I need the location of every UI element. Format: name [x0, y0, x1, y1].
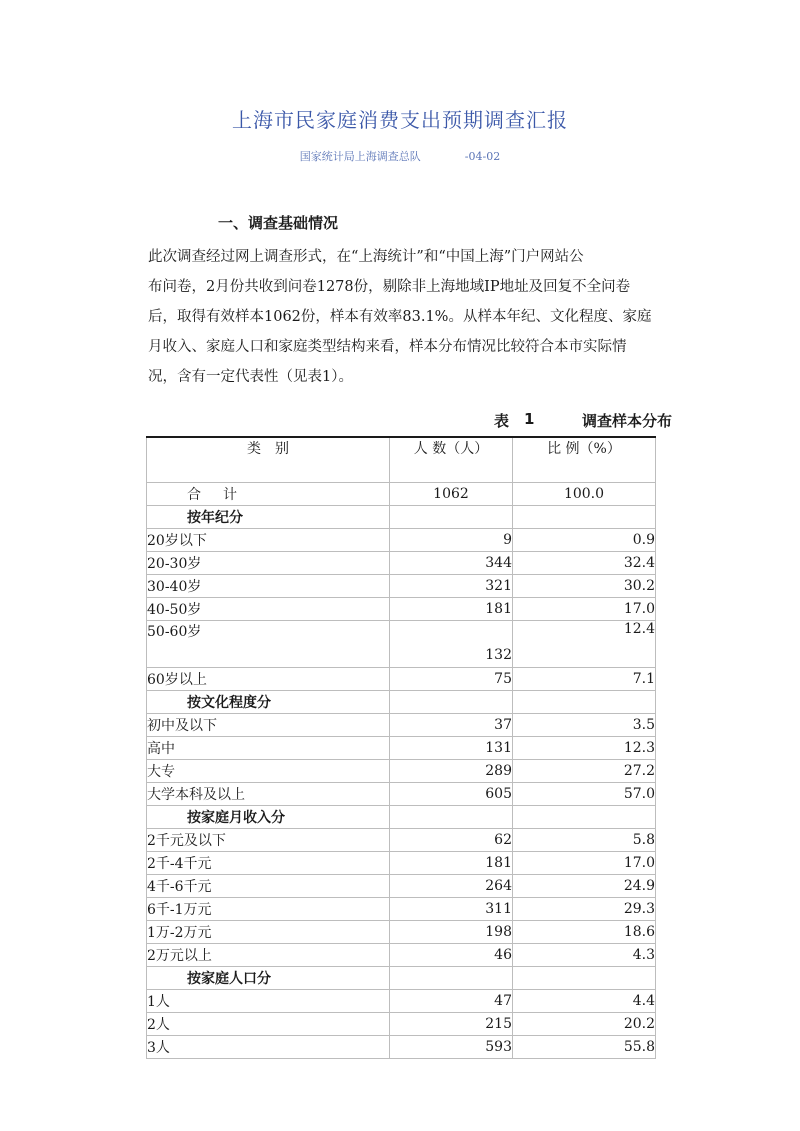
- row-label: 初中及以下: [147, 714, 390, 737]
- total-row: [147, 483, 656, 506]
- row-count: 46: [390, 944, 513, 967]
- table-row: [147, 529, 656, 552]
- group-label: 按家庭月收入分: [147, 806, 390, 829]
- row-count: 344: [390, 552, 513, 575]
- document-date: -04-02: [464, 150, 501, 163]
- row-percent: 30.2: [513, 575, 656, 598]
- paragraph-line: 布问卷，2月份共收到问卷1278份，剔除非上海地域IP地址及回复不全问卷: [148, 279, 631, 295]
- row-percent: 3.5: [513, 714, 656, 737]
- row-label: 1人: [147, 990, 390, 1013]
- row-percent: 17.0: [513, 598, 656, 621]
- paragraph-line: 月收入、家庭人口和家庭类型结构来看，样本分布情况比较符合本市实际情: [148, 339, 627, 355]
- row-percent: 17.0: [513, 852, 656, 875]
- table-row: [147, 575, 656, 598]
- total-percent: 100.0: [513, 483, 656, 506]
- row-label: 2千元及以下: [147, 829, 390, 852]
- table-row: [147, 552, 656, 575]
- group-label: 按家庭人口分: [147, 967, 390, 990]
- header-count: 人 数（人）: [390, 437, 513, 483]
- table-caption-number: 1: [524, 410, 535, 428]
- row-percent: 5.8: [513, 829, 656, 852]
- table-row: [147, 1036, 656, 1059]
- group-row: [147, 506, 656, 529]
- row-percent: 12.3: [513, 737, 656, 760]
- row-count: 311: [390, 898, 513, 921]
- row-percent: 29.3: [513, 898, 656, 921]
- row-percent: 24.9: [513, 875, 656, 898]
- row-count: 181: [390, 852, 513, 875]
- row-count: 289: [390, 760, 513, 783]
- row-count: 75: [390, 668, 513, 691]
- table-header-row: [147, 437, 656, 483]
- row-label: 高中: [147, 737, 390, 760]
- group-row: [147, 806, 656, 829]
- table-row: [147, 598, 656, 621]
- row-label: 3人: [147, 1036, 390, 1059]
- row-label: 2万元以上: [147, 944, 390, 967]
- row-label: 40-50岁: [147, 598, 390, 621]
- group-label: 按文化程度分: [147, 691, 390, 714]
- document-title: 上海市民家庭消费支出预期调查汇报: [232, 108, 568, 132]
- row-count: 131: [390, 737, 513, 760]
- row-count: 215: [390, 1013, 513, 1036]
- row-count: 198: [390, 921, 513, 944]
- table-row: [147, 760, 656, 783]
- row-count: 264: [390, 875, 513, 898]
- table-caption-label: 表: [494, 412, 510, 430]
- section-paragraph: [148, 242, 684, 392]
- row-label: 2千-4千元: [147, 852, 390, 875]
- header-percent: 比 例（%）: [513, 437, 656, 483]
- row-label: 20岁以下: [147, 529, 390, 552]
- row-percent: 57.0: [513, 783, 656, 806]
- sample-distribution-table: [146, 436, 656, 1059]
- total-count: 1062: [390, 483, 513, 506]
- group-row: [147, 691, 656, 714]
- row-percent: 32.4: [513, 552, 656, 575]
- row-percent: 7.1: [513, 668, 656, 691]
- total-label: 合 计: [147, 483, 390, 506]
- table-row: [147, 944, 656, 967]
- table-row: [147, 621, 656, 668]
- section-heading: 一、调查基础情况: [218, 214, 339, 232]
- row-percent: 4.3: [513, 944, 656, 967]
- source-agency: 国家统计局上海调查总队: [299, 150, 421, 163]
- row-percent: 12.4: [513, 621, 656, 668]
- row-label: 大专: [147, 760, 390, 783]
- table-row: [147, 668, 656, 691]
- table-row: [147, 898, 656, 921]
- row-count: 132: [390, 621, 513, 668]
- group-row: [147, 967, 656, 990]
- table-row: [147, 852, 656, 875]
- table-row: [147, 783, 656, 806]
- row-percent: 55.8: [513, 1036, 656, 1059]
- row-label: 60岁以上: [147, 668, 390, 691]
- document-subtitle: [0, 148, 800, 164]
- row-label: 2人: [147, 1013, 390, 1036]
- row-count: 47: [390, 990, 513, 1013]
- table-row: [147, 990, 656, 1013]
- row-percent: 18.6: [513, 921, 656, 944]
- table-row: [147, 921, 656, 944]
- row-label: 50-60岁: [147, 621, 390, 668]
- row-label: 30-40岁: [147, 575, 390, 598]
- row-count: 593: [390, 1036, 513, 1059]
- row-count: 181: [390, 598, 513, 621]
- row-label: 4千-6千元: [147, 875, 390, 898]
- row-count: 9: [390, 529, 513, 552]
- row-label: 20-30岁: [147, 552, 390, 575]
- row-percent: 27.2: [513, 760, 656, 783]
- row-count: 62: [390, 829, 513, 852]
- table-row: [147, 737, 656, 760]
- paragraph-line: 况，含有一定代表性（见表1）。: [148, 369, 353, 385]
- header-category: 类 别: [147, 437, 390, 483]
- row-label: 大学本科及以上: [147, 783, 390, 806]
- row-percent: 0.9: [513, 529, 656, 552]
- table-row: [147, 714, 656, 737]
- table-row: [147, 1013, 656, 1036]
- table-row: [147, 829, 656, 852]
- row-label: 6千-1万元: [147, 898, 390, 921]
- paragraph-line: 此次调查经过网上调查形式，在“上海统计”和“中国上海”门户网站公: [148, 249, 584, 265]
- row-count: 321: [390, 575, 513, 598]
- paragraph-line: 后，取得有效样本1062份，样本有效率83.1%。从样本年纪、文化程度、家庭: [148, 309, 652, 325]
- row-count: 605: [390, 783, 513, 806]
- row-percent: 20.2: [513, 1013, 656, 1036]
- table-row: [147, 875, 656, 898]
- row-label: 1万-2万元: [147, 921, 390, 944]
- row-percent: 4.4: [513, 990, 656, 1013]
- group-label: 按年纪分: [147, 506, 390, 529]
- row-count: 37: [390, 714, 513, 737]
- table-caption-title: 调查样本分布: [582, 412, 673, 430]
